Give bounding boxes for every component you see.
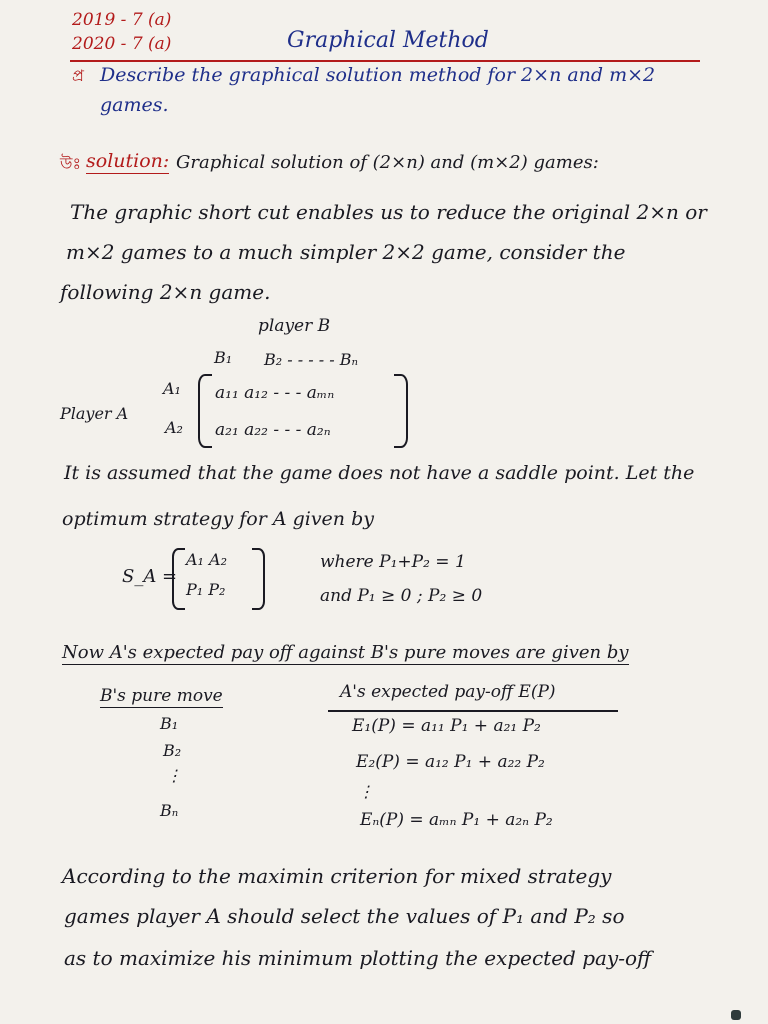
payoff-table-rule [328,710,618,712]
solution-label: solution: [86,150,170,172]
payoff-col1-header: B's pure move [100,686,223,706]
strategy-top-row: A₁ A₂ [186,550,228,569]
payoff-intro: Now A's expected pay off against B's pure moves are given by [62,642,629,663]
scanner-badge-icon [731,1010,741,1020]
payoff-en: Eₙ(P) = aₘₙ P₁ + a₂ₙ P₂ [360,810,553,830]
strategy-lhs: S_A = [122,566,178,587]
intro-line-1: The graphic short cut enables us to reduce the original 2×n or [70,200,707,224]
matrix-row-1: a₁₁ a₁₂ - - - aₘₙ [215,383,335,403]
matrix-row-2: a₂₁ a₂₂ - - - a₂ₙ [215,420,331,440]
matrix-row-a2: A₂ [165,418,183,437]
matrix-player-a: Player A [60,404,129,423]
strategy-right-bracket [252,548,265,610]
matrix-col-b2-bn: B₂ - - - - - Bₙ [264,350,358,369]
question-line-1: Describe the graphical solution method for 2×n and m×2 [100,64,656,86]
assumption-line-2: optimum strategy for A given by [62,508,374,530]
date-2019: 2019 - 7 (a) [72,10,172,30]
move-b2: B₂ [163,741,182,760]
question-line-2: games. [100,94,169,116]
conclusion-line-1: According to the maximin criterion for mixed strategy [62,864,612,888]
payoff-e2: E₂(P) = a₁₂ P₁ + a₂₂ P₂ [356,752,545,772]
move-b1: B₁ [160,714,179,733]
strategy-and: and P₁ ≥ 0 ; P₂ ≥ 0 [320,586,483,606]
date-2020: 2020 - 7 (a) [72,34,172,54]
move-bn: Bₙ [160,801,179,820]
header-rule [70,60,700,62]
page-title: Graphical Method [287,28,489,53]
move-dots: ⋮ [166,766,182,785]
solution-heading: Graphical solution of (2×n) and (m×2) games: [176,152,599,173]
assumption-line-1: It is assumed that the game does not have a saddle point. Let the [64,462,695,484]
matrix-row-a1: A₁ [163,379,181,398]
payoff-e1: E₁(P) = a₁₁ P₁ + a₂₁ P₂ [352,716,541,736]
strategy-bottom-row: P₁ P₂ [186,580,226,599]
conclusion-line-2: games player A should select the values of P₁ and P₂ so [64,904,625,928]
payoff-dots: ⋮ [358,782,374,801]
strategy-left-bracket [172,548,185,610]
question-marker-icon: প্র [72,66,84,85]
strategy-where: where P₁+P₂ = 1 [320,552,466,572]
intro-line-2: m×2 games to a much simpler 2×2 game, consider the [66,240,626,264]
conclusion-line-3: as to maximize his minimum plotting the expected pay-off [64,946,652,970]
matrix-player-b: player B [258,316,331,336]
payoff-col2-header: A's expected pay-off E(P) [340,682,556,702]
intro-line-3: following 2×n game. [60,280,271,304]
matrix-left-bracket [198,374,212,448]
matrix-right-bracket [394,374,408,448]
solution-marker-icon: উঃ [60,154,81,173]
matrix-col-b1: B₁ [214,348,233,367]
